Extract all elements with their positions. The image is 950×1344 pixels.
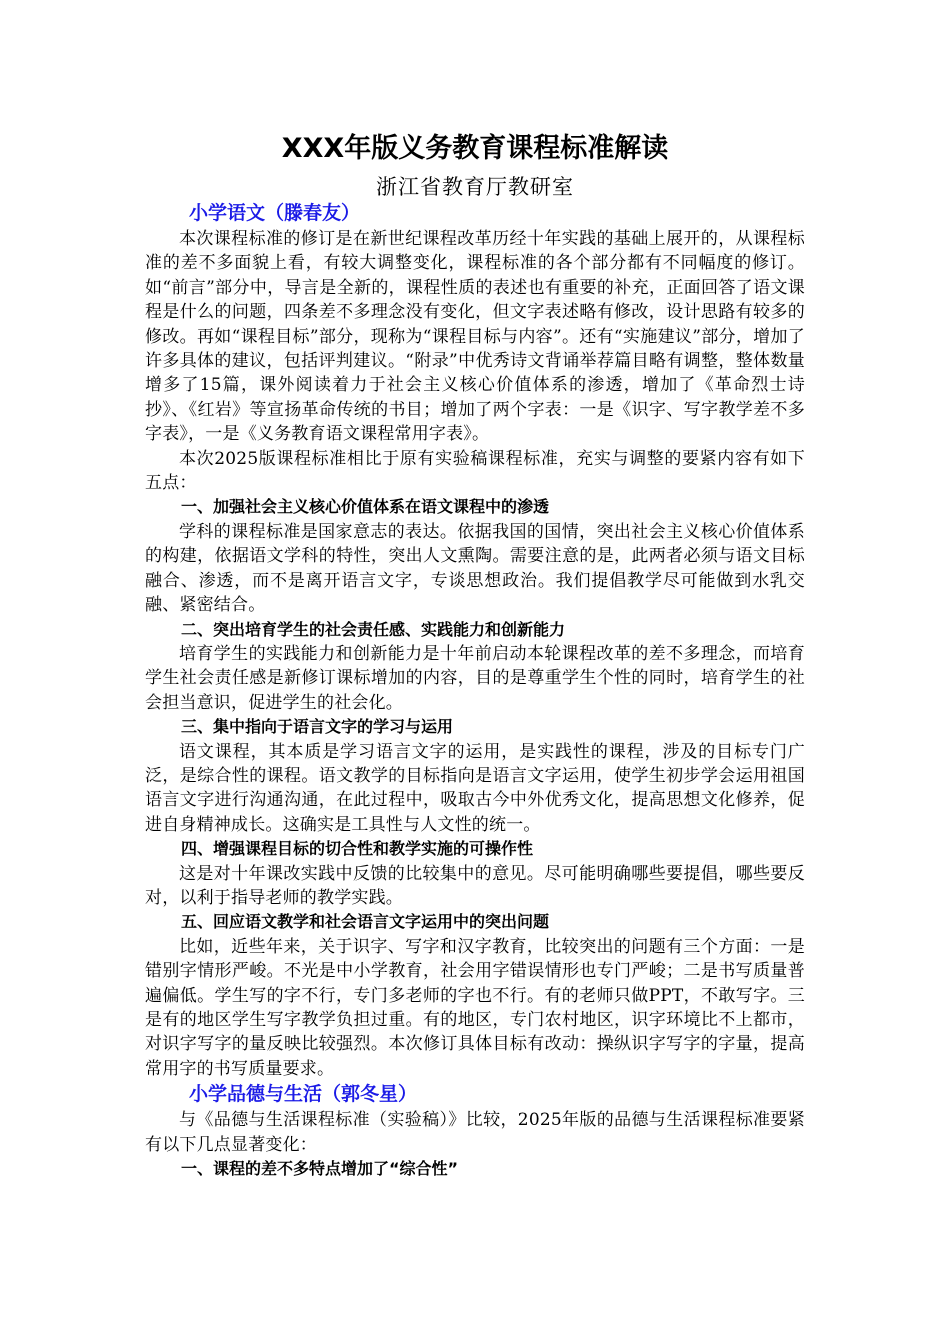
document-subtitle: 浙江省教育厅教研室 [376, 175, 574, 199]
paragraph: 这是对十年课改实践中反馈的比较集中的意见。尽可能明确哪些要提倡，哪些要反对，以利于指导老师的教学实践。 [145, 863, 805, 908]
paragraph: 语文课程，其本质是学习语言文字的运用，是实践性的课程，涉及的目标专门广泛，是综合性的课程。语文教学的目标指向是语言文字运用，使学生初步学会运用祖国语言文字进行沟通沟通，在此过程中，吸取古今中外优秀文化，提高思想文化修养，促进自身精神成长。这确实是工具性与人文性的统一。 [145, 741, 805, 835]
paragraph: 本次2025版课程标准相比于原有实验稿课程标准，充实与调整的要紧内容有如下五点： [145, 448, 805, 494]
document-body [145, 200, 805, 1181]
paragraph: 比如，近些年来，关于识字、写字和汉字教育，比较突出的问题有三个方面：一是错别字情形严峻。不光是中小学教育，社会用字错误情形也专门严峻；二是书写质量普遍偏低。学生写的字不行，专门多老师的字也不行。有的老师只做PPT，不敢写字。三是有的地区学生写字教学负担过重。有的地区，专门农村地区，识字环境比不上都市，对识字写字的量反映比较强烈。本次修订具体目标有改动：操纵识字写字的字量，提高常用字的书写质量要求。 [145, 936, 805, 1079]
point-heading: 五、回应语文教学和社会语言文字运用中的突出问题 [181, 912, 550, 932]
point-heading: 三、集中指向于语言文字的学习与运用 [181, 717, 454, 737]
point-heading: 一、课程的差不多特点增加了“综合性” [181, 1159, 459, 1179]
point-heading: 二、突出培育学生的社会责任感、实践能力和创新能力 [181, 619, 566, 639]
document-title: XXX年版义务教育课程标准解读 [281, 133, 669, 164]
paragraph: 学科的课程标准是国家意志的表达。依据我国的国情，突出社会主义核心价值体系的构建，依据语文学科的特性，突出人文熏陶。需要注意的是，此两者必须与语文目标融合、渗透，而不是离开语言文字，专谈思想政治。我们提倡教学尽可能做到水乳交融、紧密结合。 [145, 521, 805, 616]
paragraph: 与《品德与生活课程标准（实验稿）》比较，2025年版的品德与生活课程标准要紧有以下几点显著变化： [145, 1110, 805, 1155]
point-heading: 四、增强课程目标的切合性和教学实施的可操作性 [181, 839, 534, 859]
section-heading-morality: 小学品德与生活（郭冬星） [189, 1083, 418, 1106]
paragraph: 培育学生的实践能力和创新能力是十年前启动本轮课程改革的差不多理念，而培育学生社会责任感是新修订课标增加的内容，目的是尊重学生个性的同时，培育学生的社会担当意识，促进学生的社会化。 [145, 643, 805, 713]
section-heading-chinese: 小学语文（滕春友） [189, 202, 361, 224]
paragraph: 本次课程标准的修订是在新世纪课程改革历经十年实践的基础上展开的，从课程标准的差不多面貌上看，有较大调整变化，课程标准的各个部分都有不同幅度的修订。如“前言”部分中，导言是全新的，课程性质的表述也有重要的补充，正面回答了语文课程是什么的问题，四条差不多理念没有变化，但文字表述略有修改，设计思路有较多的修改。再如“课程目标”部分，现称为“课程目标与内容”。还有“实施建议”部分，增加了许多具体的建议，包括评判建议。“附录”中优秀诗文背诵举荐篇目略有调整，整体数量增多了15篇，课外阅读着力于社会主义核心价值体系的渗透，增加了《革命烈士诗抄》、《红岩》等宣扬革命传统的书目；增加了两个字表：一是《识字、写字教学差不多字表》，一是《义务教育语文课程常用字表》。 [145, 229, 805, 445]
point-heading: 一、加强社会主义核心价值体系在语文课程中的渗透 [181, 497, 550, 517]
